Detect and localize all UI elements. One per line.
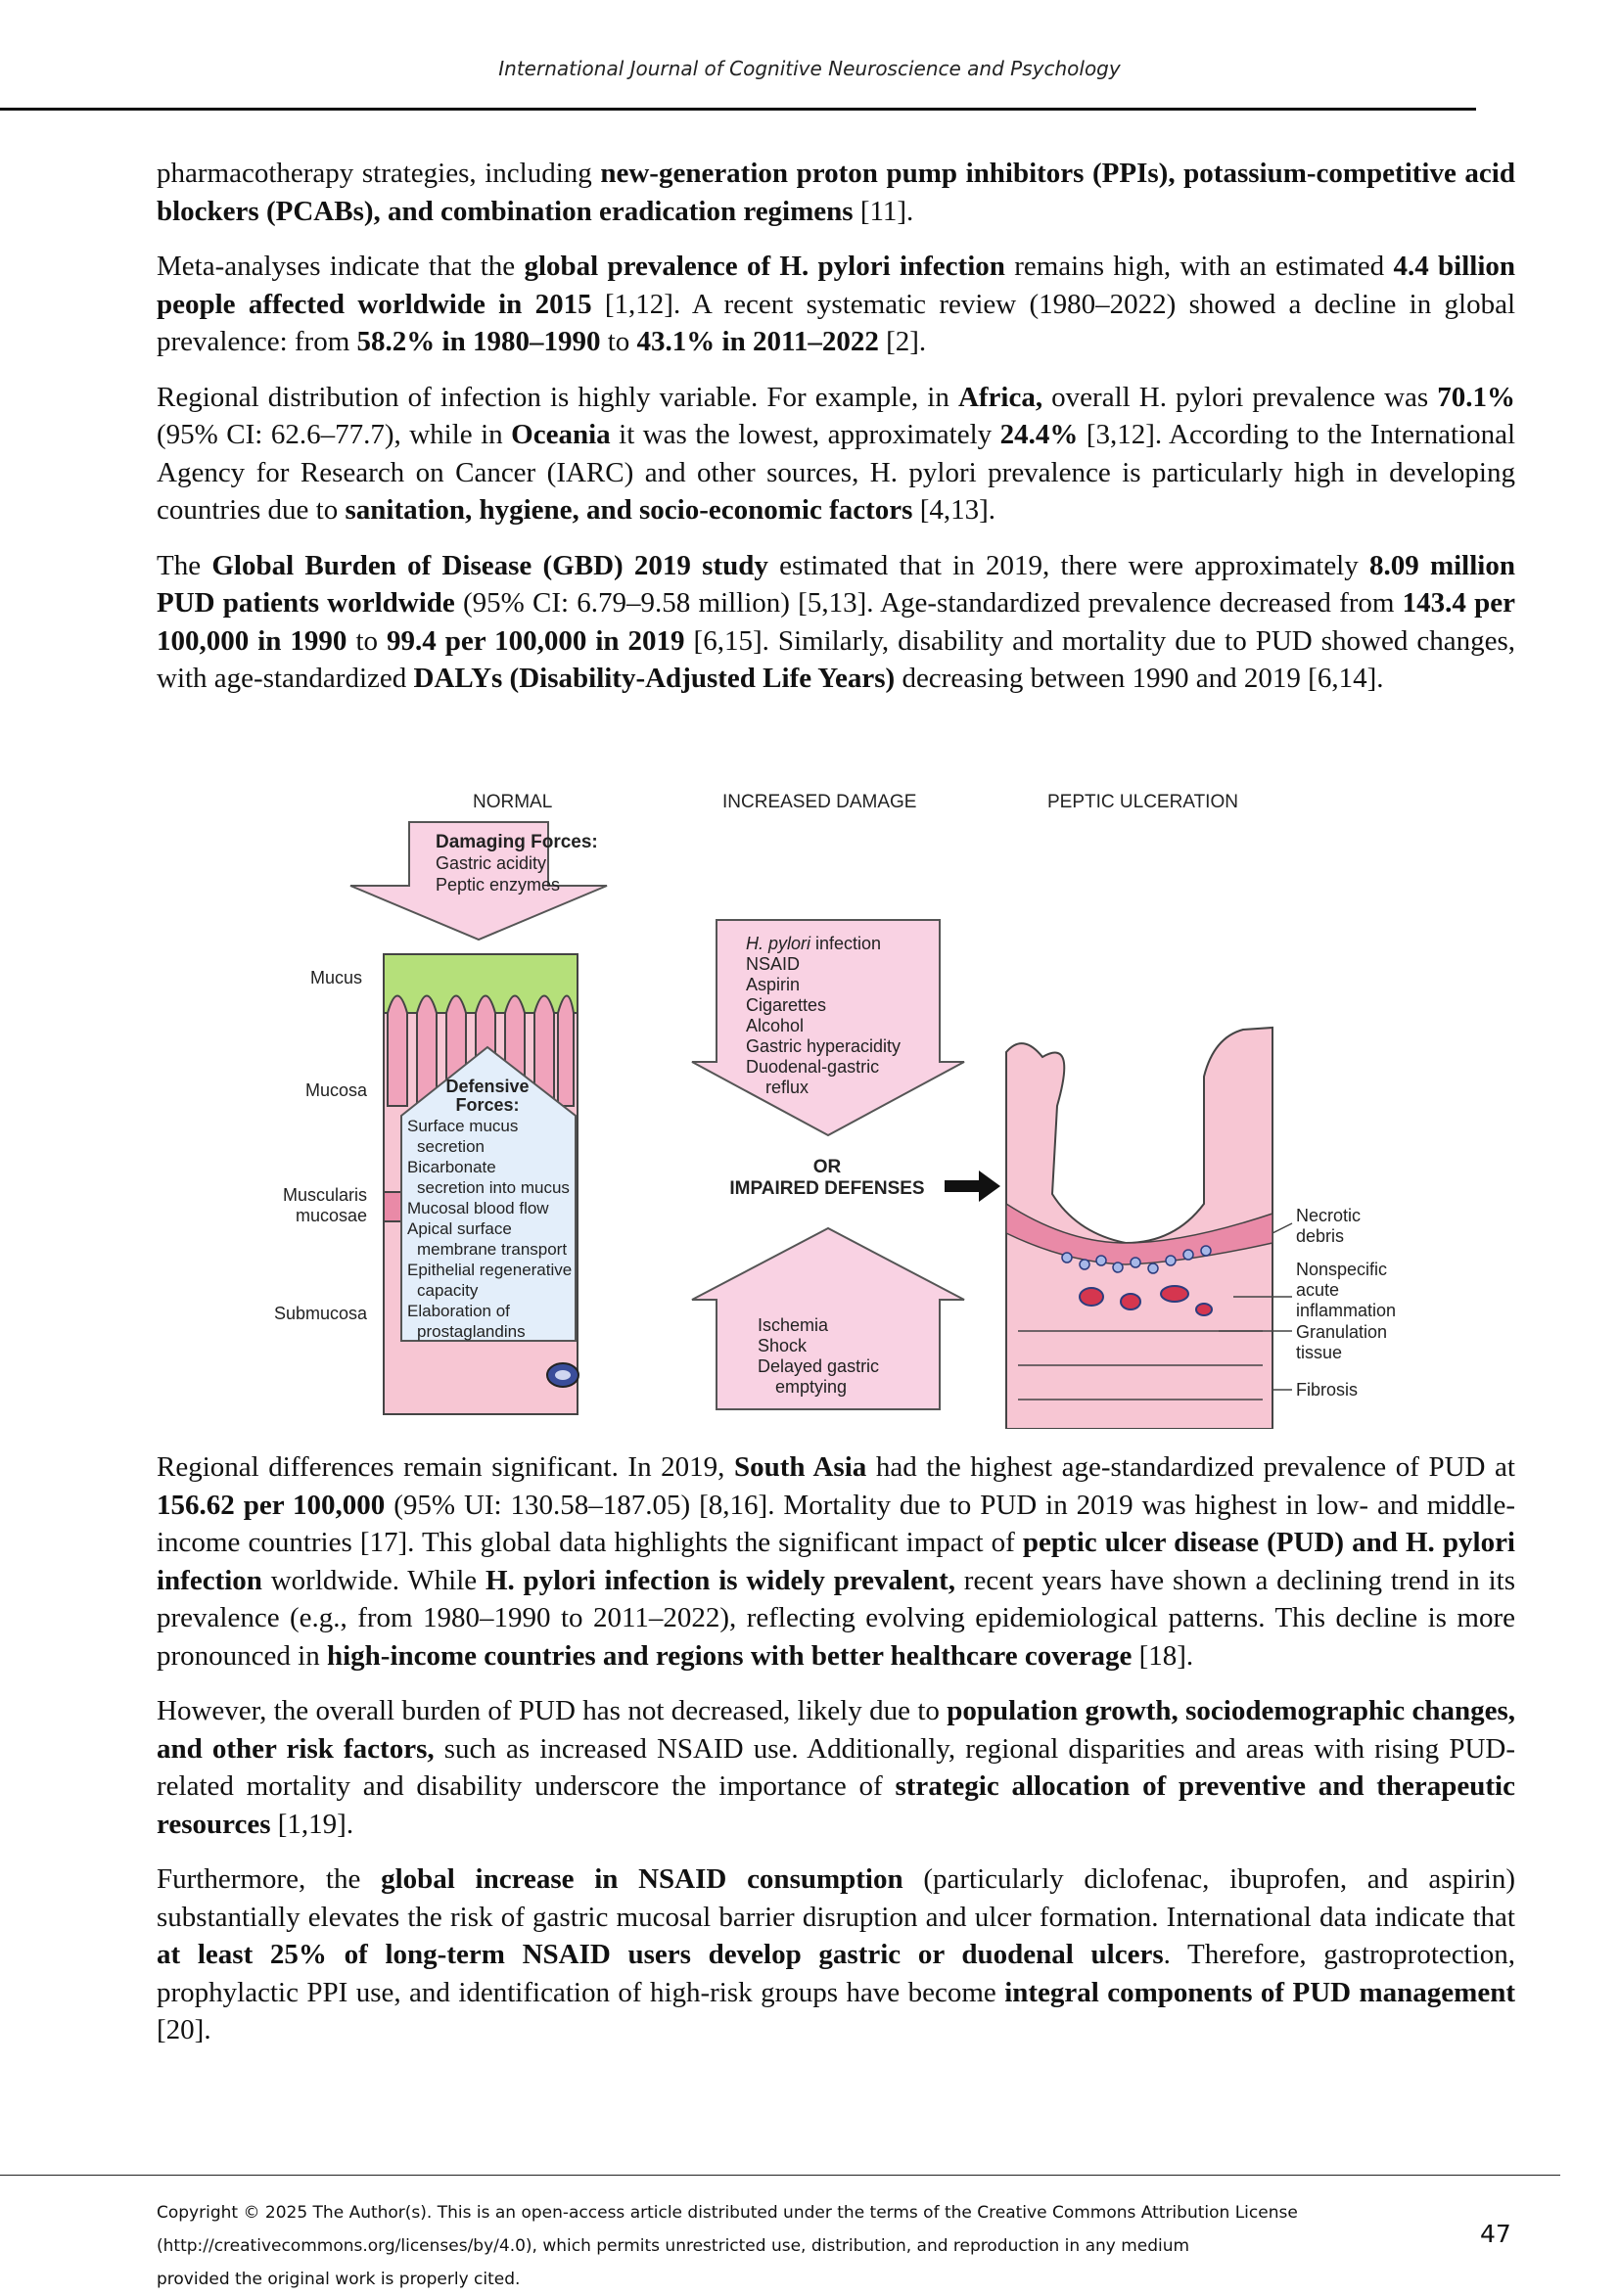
text-run: (95% CI: 6.79–9.58 million) [5,13]. Age-standardized prevalence decreased from	[454, 587, 1403, 619]
label-nonspecific: Nonspecific	[1296, 1260, 1388, 1279]
bold-run: 70.1%	[1437, 381, 1516, 413]
label-muscularis-2: mucosae	[295, 1206, 367, 1225]
text-run: [3,12]. According to the International Agency for Research on Cancer (IARC) and other sources, H. pylori prevalence is particularly high in developing countries due to	[157, 419, 1516, 526]
footer-line: provided the original work is properly cited.	[157, 2270, 521, 2289]
bold-run: 4.4 billion people affected worldwide in 2015	[157, 251, 1515, 320]
damage-item: Aspirin	[746, 975, 801, 994]
paragraph	[157, 1860, 1515, 2049]
text-run: overall H. pylori prevalence was	[1042, 381, 1438, 413]
label-mucus: Mucus	[309, 968, 362, 987]
text-block-bottom	[157, 1448, 1515, 2049]
label-necrotic: Necrotic	[1296, 1206, 1362, 1225]
label-granulation-2: tissue	[1296, 1343, 1343, 1362]
defensive-item: Apical surface	[407, 1219, 512, 1238]
footer-rule	[0, 2175, 1560, 2176]
text-run: pharmacotherapy strategies, including	[157, 158, 601, 189]
bold-run: DALYs (Disability-Adjusted Life Years)	[413, 663, 896, 694]
text-run: Furthermore, the	[157, 1863, 382, 1895]
figure-diagram	[264, 783, 1419, 1429]
figure-peptic-ulcer	[264, 783, 1419, 1429]
text-run: to	[600, 326, 637, 357]
damaging-item: Peptic enzymes	[436, 875, 561, 895]
damage-item: reflux	[765, 1078, 810, 1097]
label-nonspecific-2: acute	[1296, 1280, 1340, 1300]
bold-run: high-income countries and regions with better healthcare coverage	[326, 1639, 1133, 1672]
label-necrotic-2: debris	[1296, 1226, 1345, 1246]
paragraph	[157, 155, 1515, 230]
text-run: estimated that in 2019, there were approximately	[767, 549, 1369, 581]
defensive-item: capacity	[417, 1281, 479, 1300]
defensive-item: Epithelial regenerative	[407, 1261, 573, 1279]
text-run: [1,12]. A recent systematic review (1980–2022) showed a decline in global prevalence: from	[157, 288, 1515, 357]
bold-run: H. pylori infection is widely prevalent,	[485, 1564, 955, 1596]
paragraph	[157, 547, 1515, 698]
text-run: had the highest age-standardized prevalence of PUD at	[866, 1451, 1515, 1483]
text-run: . Therefore, gastroprotection, prophylactic PPI use, and identification of high-risk groups have become	[157, 1939, 1515, 2008]
defensive-item: Bicarbonate	[407, 1158, 496, 1176]
defensive-item: Surface mucus	[407, 1117, 519, 1135]
bold-run: sanitation, hygiene, and socio-economic factors	[345, 494, 913, 526]
ischemia-item: Delayed gastric	[758, 1356, 880, 1376]
paragraph	[157, 1692, 1515, 1843]
col-normal: NORMAL	[473, 792, 553, 812]
footer-line: Copyright © 2025 The Author(s). This is an open-access article distributed under the terms of the Creative Commons Attribution License	[157, 2203, 1298, 2223]
or-label: OR	[812, 1157, 842, 1177]
impaired-label: IMPAIRED DEFENSES	[729, 1178, 925, 1199]
leader-line	[1272, 1223, 1292, 1233]
bold-run: 156.62 per 100,000	[157, 1489, 386, 1521]
label-mucosa: Mucosa	[304, 1080, 367, 1100]
paragraph	[157, 379, 1515, 529]
page-number: 47	[1480, 2220, 1511, 2248]
label-fibrosis: Fibrosis	[1296, 1380, 1359, 1400]
text-run: [20].	[157, 2014, 211, 2045]
defensive-item: Mucosal blood flow	[407, 1199, 549, 1217]
text-run: it was the lowest, approximately	[610, 419, 1000, 450]
bold-run: global prevalence of H. pylori infection	[524, 251, 1005, 282]
vessel-lumen	[555, 1370, 571, 1380]
text-run: (95% CI: 62.6–77.7), while in	[157, 419, 512, 450]
ischemia-item: Ischemia	[758, 1315, 829, 1335]
text-run: remains high, with an estimated	[1004, 251, 1394, 282]
paragraph	[157, 1448, 1515, 1675]
label-muscularis: Muscularis	[282, 1185, 367, 1205]
bold-run: 143.4 per 100,000 in 1990	[157, 587, 1516, 657]
text-run: (95% UI: 130.58–187.05) [8,16]. Mortality due to PUD in 2019 was highest in low- and middle-income countries [17]. This global data highlights the significant impact of	[157, 1489, 1515, 1558]
text-run: [6,15]. Similarly, disability and mortality due to PUD showed changes, with age-standardized	[157, 624, 1515, 694]
damaging-item: Gastric acidity	[436, 853, 547, 873]
text-run: (particularly diclofenac, ibuprofen, and aspirin) substantially elevates the risk of gastric mucosal barrier disruption and ulcer formation. International data indicate that	[157, 1863, 1515, 1933]
arrow-right-icon	[945, 1171, 1000, 1202]
text-run: [11].	[853, 195, 914, 227]
defensive-item: membrane transport	[417, 1240, 568, 1259]
bold-run: Global Burden of Disease (GBD) 2019 study	[211, 549, 768, 581]
col-damage: INCREASED DAMAGE	[722, 792, 917, 812]
damage-item: NSAID	[746, 954, 801, 974]
damage-item: Duodenal-gastric	[746, 1057, 880, 1077]
damage-item-hp: H. pylori infection	[746, 934, 882, 953]
footer-line: (http://creativecommons.org/licenses/by/4.0), which permits unrestricted use, distribution, and reproduction in any medium	[157, 2236, 1190, 2256]
bold-run: Africa,	[957, 381, 1043, 413]
bold-run: 24.4%	[999, 419, 1079, 450]
bold-run: global increase in NSAID consumption	[381, 1863, 903, 1895]
label-granulation: Granulation	[1296, 1322, 1388, 1342]
bold-run: 8.09 million PUD patients worldwide	[157, 549, 1515, 619]
defensive-title-2: Forces:	[455, 1095, 520, 1115]
text-run: Regional distribution of infection is highly variable. For example, in	[157, 381, 958, 413]
defensive-item: secretion into mucus	[417, 1178, 570, 1197]
text-run: worldwide. While	[261, 1564, 486, 1596]
text-run: [18].	[1132, 1639, 1194, 1672]
bold-run: integral components of PUD management	[1004, 1976, 1515, 2008]
bold-run: peptic ulcer disease (PUD) and H. pylori infection	[157, 1527, 1515, 1596]
text-block-top	[157, 155, 1515, 698]
ischemia-item: emptying	[775, 1377, 848, 1397]
text-run: [1,19].	[270, 1808, 354, 1840]
paragraph	[157, 248, 1515, 361]
bold-run: 99.4 per 100,000 in 2019	[387, 624, 685, 657]
text-run: [4,13].	[912, 494, 996, 526]
bold-run: 58.2% in 1980–1990	[356, 326, 601, 357]
text-run: to	[347, 624, 387, 657]
text-run: However, the overall burden of PUD has not decreased, likely due to	[157, 1695, 948, 1726]
text-run: recent years have shown a declining trend in its prevalence (e.g., from 1980–1990 to 2011–2022), reflecting evolving epidemiological patterns. This decline is more pronounced in	[157, 1564, 1515, 1672]
damage-item: Gastric hyperacidity	[746, 1036, 902, 1056]
text-run: Regional differences remain significant. In 2019,	[157, 1451, 734, 1483]
ischemia-item: Shock	[758, 1336, 808, 1355]
bold-run: Oceania	[511, 419, 611, 450]
header-rule	[0, 108, 1476, 111]
bold-run: South Asia	[733, 1451, 867, 1483]
journal-title: International Journal of Cognitive Neuroscience and Psychology	[498, 57, 1121, 80]
label-submucosa: Submucosa	[273, 1304, 367, 1323]
defensive-item: Elaboration of	[407, 1302, 510, 1320]
defensive-item: secretion	[417, 1137, 485, 1156]
text-run: The	[157, 549, 212, 581]
bold-run: at least 25% of long-term NSAID users develop gastric or duodenal ulcers	[157, 1939, 1164, 1970]
bold-run: strategic allocation of preventive and therapeutic resources	[157, 1770, 1515, 1840]
footer-license	[157, 2196, 1331, 2296]
defensive-item: prostaglandins	[417, 1322, 526, 1341]
label-nonspecific-3: inflammation	[1296, 1301, 1397, 1320]
text-run: Meta-analyses indicate that the	[157, 251, 525, 282]
defensive-title: Defensive	[445, 1077, 530, 1096]
col-ulcer: PEPTIC ULCERATION	[1047, 792, 1238, 812]
damaging-title: Damaging Forces:	[436, 832, 598, 852]
text-run: decreasing between 1990 and 2019 [6,14].	[895, 663, 1384, 694]
text-run: [2].	[878, 326, 927, 357]
damage-item: Cigarettes	[746, 995, 827, 1015]
text-run: such as increased NSAID use. Additionally, regional disparities and areas with rising PUD-related mortality and disability underscore the importance of	[157, 1732, 1515, 1802]
bold-run: new-generation proton pump inhibitors (PPIs), potassium-competitive acid blockers (PCABs), and combination eradication regimens	[157, 158, 1515, 227]
damage-item: Alcohol	[746, 1016, 805, 1035]
bold-run: population growth, sociodemographic changes, and other risk factors,	[157, 1695, 1515, 1765]
bold-run: 43.1% in 2011–2022	[636, 326, 879, 357]
